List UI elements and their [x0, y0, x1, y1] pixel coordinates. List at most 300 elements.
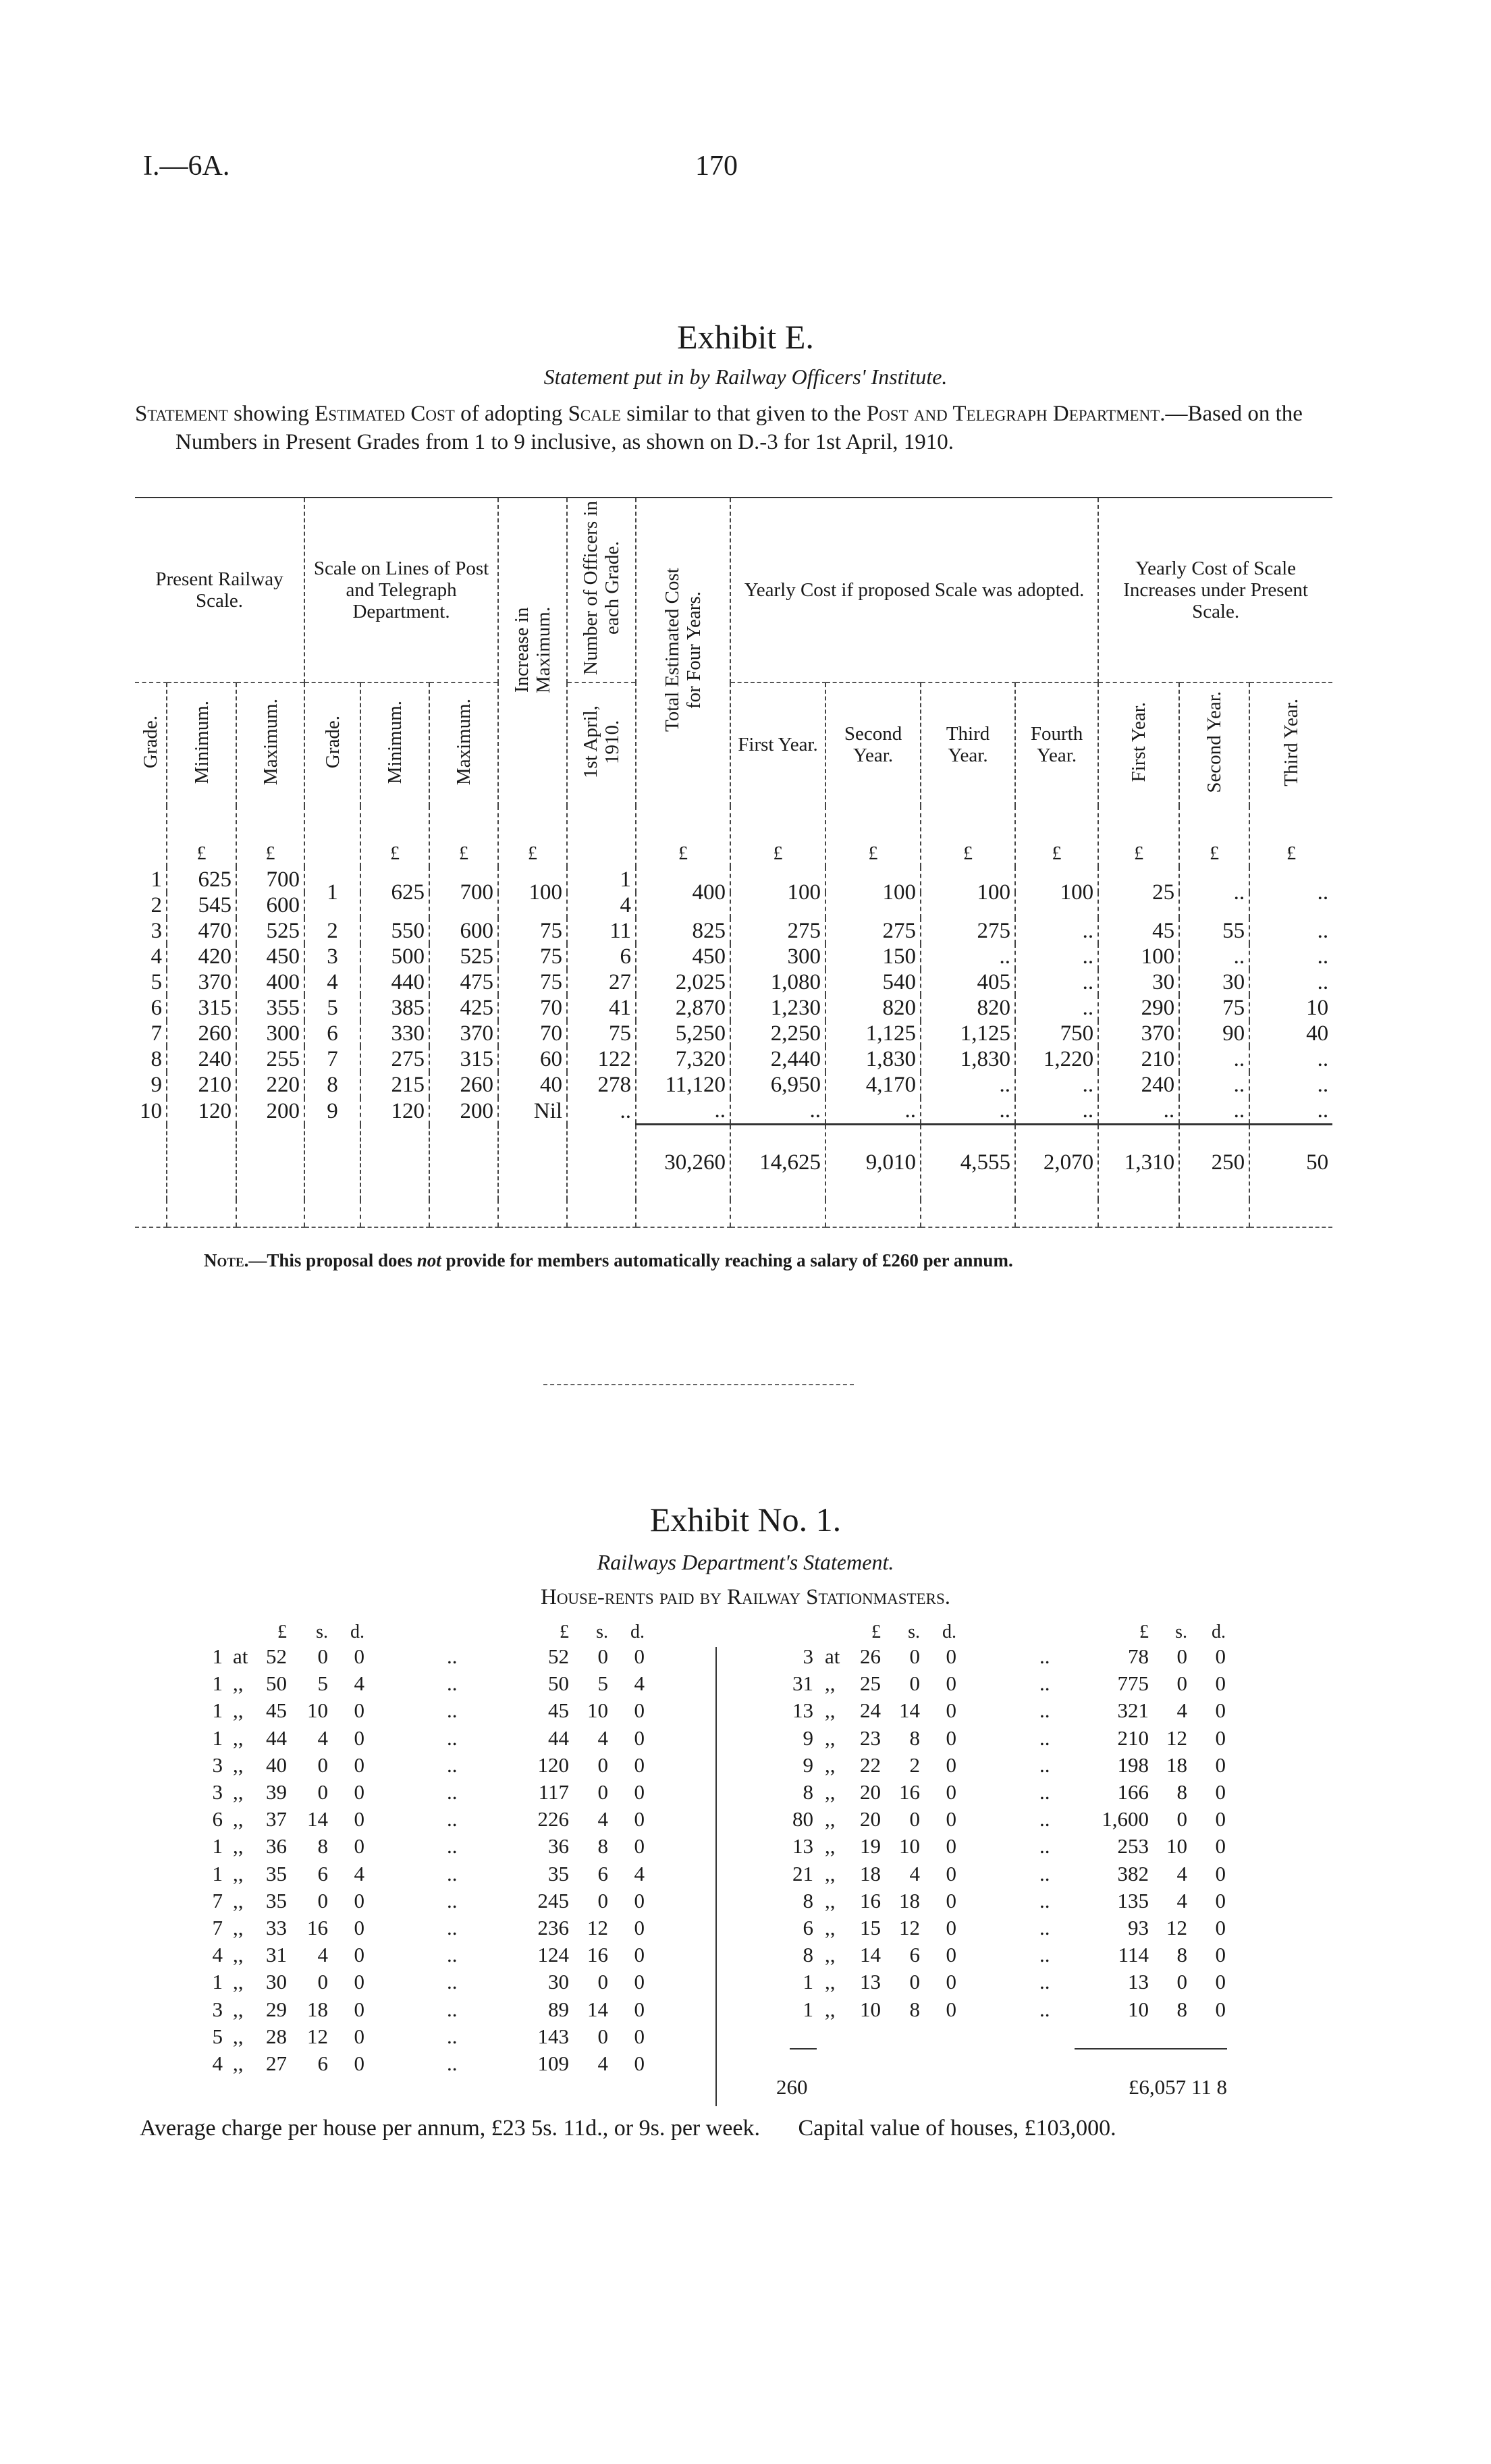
- table-row: [135, 944, 1332, 969]
- estimated-cost-table: [135, 497, 1332, 1228]
- text-segment: Statement: [135, 402, 228, 426]
- cost-p3: ..: [1249, 1098, 1332, 1125]
- rate-pounds: 52: [266, 1644, 287, 1668]
- total-pence: 0: [1215, 1725, 1226, 1750]
- cost-y2: 820: [825, 995, 921, 1021]
- cost-y4: ..: [1015, 1072, 1098, 1098]
- total-pence: 0: [634, 1725, 645, 1750]
- empty-cell: [1179, 1200, 1249, 1227]
- rate-pounds: 15: [860, 1916, 881, 1939]
- pence-header: d.: [942, 1622, 956, 1642]
- pt-minimum: 440: [360, 969, 429, 995]
- empty-cell: [1249, 1200, 1332, 1227]
- total-pence: 0: [1215, 1888, 1226, 1912]
- empty-cell: [567, 1200, 636, 1227]
- officers-count: [567, 1046, 636, 1072]
- cost-y3: ..: [921, 944, 1015, 969]
- house-count: 3: [212, 1780, 223, 1804]
- house-count: 8: [803, 1780, 813, 1804]
- cost-y2: 1,830: [825, 1046, 921, 1072]
- pounds-header: £: [560, 1622, 569, 1642]
- cost-p1: 25: [1098, 867, 1179, 918]
- increase-in-maximum: 70: [498, 995, 567, 1021]
- pounds-header: £: [277, 1622, 287, 1642]
- total-shillings: 4: [1176, 1698, 1187, 1723]
- officers-count: [567, 918, 636, 944]
- text-segment: of adopting: [454, 402, 568, 426]
- total-shillings: 0: [597, 2024, 608, 2048]
- present-minimum: 210: [167, 1072, 236, 1098]
- total-shillings: 0: [597, 1780, 608, 1804]
- cost-y1: ..: [730, 1098, 825, 1125]
- rate-pounds: 24: [860, 1698, 881, 1723]
- present-grade: 6: [151, 996, 162, 1020]
- pounds-header: £: [1139, 1622, 1149, 1642]
- statement-paragraph: [135, 400, 1323, 456]
- rate-separator: ,,: [825, 1698, 836, 1723]
- rate-separator: ,,: [233, 2024, 244, 2048]
- pt-minimum: 275: [360, 1046, 429, 1072]
- rate-pence: 0: [946, 1997, 956, 2021]
- present-grade: 4: [151, 944, 162, 969]
- page-number: 170: [695, 151, 738, 182]
- text-segment: Post and Telegraph Department: [866, 402, 1160, 426]
- cost-y2: 275: [825, 918, 921, 944]
- present-grade: 1: [151, 867, 162, 892]
- present-maximum: 600: [236, 892, 304, 918]
- present-grade: 3: [151, 919, 162, 943]
- leader-dots: ..: [1039, 1916, 1050, 1939]
- currency-symbol: £: [1015, 806, 1098, 867]
- house-count: 7: [212, 1888, 223, 1912]
- increase-in-maximum: 40: [498, 1072, 567, 1098]
- total-shillings: 4: [597, 2052, 608, 2075]
- total-pounds: 117: [538, 1780, 569, 1804]
- house-count: 4: [212, 2052, 223, 2075]
- house-count: 4: [212, 1943, 223, 1967]
- header-pt-minimum: Minimum.: [360, 682, 429, 806]
- pt-maximum: 200: [429, 1098, 498, 1125]
- rate-pence: 0: [946, 1943, 956, 1967]
- rate-pounds: 27: [266, 2052, 287, 2075]
- total-shillings: 0: [1176, 1807, 1187, 1831]
- rate-separator: ,,: [233, 1834, 244, 1858]
- rate-separator: ,,: [825, 1916, 836, 1939]
- rate-pounds: 39: [266, 1780, 287, 1804]
- leader-dots: ..: [447, 2052, 458, 2075]
- rent-total-row: [0, 2074, 1491, 2101]
- rate-separator: ,,: [233, 1916, 244, 1939]
- rate-pounds: 16: [860, 1888, 881, 1912]
- total-shillings: 12: [1166, 1916, 1187, 1939]
- cost-p1: 45: [1098, 918, 1179, 944]
- present-grade: 2: [151, 893, 162, 917]
- empty-cell: [304, 1125, 360, 1200]
- header-present-first-year: First Year.: [1098, 682, 1179, 806]
- cost-p3: ..: [1249, 969, 1332, 995]
- empty-cell: [304, 806, 360, 867]
- total-shillings: 14: [587, 1997, 608, 2021]
- present-maximum: 300: [236, 1021, 304, 1046]
- empty-cell: [135, 1200, 167, 1227]
- officers-value: 27: [609, 970, 632, 994]
- total-y3: 4,555: [921, 1125, 1015, 1200]
- rate-shillings: 18: [307, 1997, 328, 2021]
- cost-total: 450: [636, 944, 730, 969]
- total-shillings: 4: [1176, 1888, 1187, 1912]
- cost-p1: 370: [1098, 1021, 1179, 1046]
- cost-y1: 100: [730, 867, 825, 918]
- header-yearly-present: Yearly Cost of Scale Increases under Present Scale.: [1098, 498, 1332, 682]
- exhibit-1-subtitle: Railways Department's Statement.: [597, 1550, 894, 1574]
- table-bottom: [135, 1200, 1332, 1227]
- rate-pounds: 26: [860, 1644, 881, 1668]
- cost-y1: 275: [730, 918, 825, 944]
- total-pounds: 78: [1128, 1644, 1149, 1668]
- pt-maximum: 600: [429, 918, 498, 944]
- rate-pence: 0: [354, 1644, 364, 1668]
- rate-separator: ,,: [825, 1943, 836, 1967]
- cost-p1: 290: [1098, 995, 1179, 1021]
- table-note: [204, 1250, 1013, 1271]
- count-rule: [790, 2048, 817, 2050]
- house-count: 8: [803, 1943, 813, 1967]
- rate-shillings: 4: [317, 1725, 328, 1750]
- rent-row: [0, 1887, 1491, 1914]
- currency-symbol: £: [921, 806, 1015, 867]
- rent-row: [0, 1806, 1491, 1833]
- header-second-year: Second Year.: [825, 682, 921, 806]
- total-pence: 0: [634, 1834, 645, 1858]
- leader-dots: ..: [1039, 1644, 1050, 1668]
- cost-y1: 1,230: [730, 995, 825, 1021]
- cost-total: 7,320: [636, 1046, 730, 1072]
- rate-separator: ,,: [825, 1752, 836, 1777]
- table-row: [135, 995, 1332, 1021]
- rate-shillings: 0: [909, 1807, 920, 1831]
- total-pounds: 93: [1128, 1916, 1149, 1939]
- rent-row: [0, 1833, 1491, 1860]
- rate-separator: ,,: [233, 1888, 244, 1912]
- currency-symbol: £: [1098, 806, 1179, 867]
- total-pounds: 1,600: [1102, 1807, 1149, 1831]
- house-count: 1: [212, 1725, 223, 1750]
- rate-separator: ,,: [233, 1698, 244, 1723]
- pt-maximum: 260: [429, 1072, 498, 1098]
- empty-cell: [429, 1200, 498, 1227]
- header-yearly-proposed: Yearly Cost if proposed Scale was adopted.: [730, 498, 1098, 682]
- rate-pence: 0: [354, 1780, 364, 1804]
- rate-shillings: 14: [307, 1807, 328, 1831]
- pt-maximum: 315: [429, 1046, 498, 1072]
- header-first-year: First Year.: [730, 682, 825, 806]
- rent-row: [0, 1860, 1491, 1887]
- present-maximum: 700: [236, 867, 304, 892]
- rate-shillings: 10: [899, 1834, 920, 1858]
- pt-grade: 3: [304, 944, 360, 969]
- total-pence: 0: [1215, 1997, 1226, 2021]
- present-maximum: 525: [236, 918, 304, 944]
- exhibit-e-title: Exhibit E.: [677, 318, 814, 356]
- officers-value: 41: [609, 996, 632, 1020]
- cost-p2: 30: [1179, 969, 1249, 995]
- officers-count: [567, 867, 636, 918]
- grand-total: £6,057 11 8: [1128, 2075, 1227, 2099]
- total-pence: 0: [634, 1807, 645, 1831]
- house-count: 3: [212, 1752, 223, 1777]
- total-pounds: 36: [548, 1834, 569, 1858]
- house-count: 31: [792, 1671, 813, 1696]
- header-increase: Increase in Maximum.: [498, 498, 567, 806]
- officers-value: 75: [609, 1021, 632, 1046]
- rate-shillings: 18: [899, 1888, 920, 1912]
- exhibit-1-heading: House-rents paid by Railway Stationmasters.: [540, 1585, 950, 1609]
- total-pounds: 45: [548, 1698, 569, 1723]
- present-maximum: 355: [236, 995, 304, 1021]
- cost-y3: 275: [921, 918, 1015, 944]
- rate-pence: 4: [354, 1671, 364, 1696]
- present-grade: 8: [151, 1047, 162, 1071]
- total-pence: 0: [1215, 1970, 1226, 1994]
- rate-separator: ,,: [233, 1943, 244, 1967]
- empty-cell: [360, 1125, 429, 1200]
- rate-shillings: 0: [317, 1752, 328, 1777]
- pt-minimum: 385: [360, 995, 429, 1021]
- total-shillings: 8: [1176, 1780, 1187, 1804]
- leader-dots: ..: [447, 1970, 458, 1994]
- rate-pounds: 13: [860, 1970, 881, 1994]
- rate-shillings: 8: [909, 1997, 920, 2021]
- currency-symbol: £: [730, 806, 825, 867]
- rate-pence: 0: [946, 1752, 956, 1777]
- cost-y2: ..: [825, 1098, 921, 1125]
- rate-shillings: 0: [909, 1671, 920, 1696]
- empty-cell: [429, 1125, 498, 1200]
- currency-symbol: £: [236, 806, 304, 867]
- house-count: 13: [792, 1698, 813, 1723]
- rate-pounds: 36: [266, 1834, 287, 1858]
- empty-cell: [921, 1200, 1015, 1227]
- officers-count: [567, 1021, 636, 1046]
- rate-shillings: 0: [909, 1970, 920, 1994]
- shillings-header: s.: [908, 1622, 920, 1642]
- cost-total: 2,025: [636, 969, 730, 995]
- house-count: 3: [212, 1997, 223, 2021]
- total-p3: 50: [1249, 1125, 1332, 1200]
- rate-pounds: 14: [860, 1943, 881, 1967]
- cost-p1: ..: [1098, 1098, 1179, 1125]
- cost-y4: ..: [1015, 1098, 1098, 1125]
- rate-separator: ,,: [233, 1780, 244, 1804]
- present-grade: 5: [151, 970, 162, 994]
- total-shillings: 8: [597, 1834, 608, 1858]
- pt-maximum: 425: [429, 995, 498, 1021]
- rate-pounds: 30: [266, 1970, 287, 1994]
- rate-separator: ,,: [233, 2052, 244, 2075]
- cost-y1: 1,080: [730, 969, 825, 995]
- house-count: 1: [212, 1861, 223, 1885]
- leader-dots: ..: [1039, 1834, 1050, 1858]
- increase-in-maximum: 100: [498, 867, 567, 918]
- rate-shillings: 6: [317, 1861, 328, 1885]
- total-pounds: 124: [537, 1943, 569, 1967]
- leader-dots: ..: [447, 1834, 458, 1858]
- rate-separator: ,,: [825, 1780, 836, 1804]
- cost-y3: 1,125: [921, 1021, 1015, 1046]
- house-count: 1: [803, 1970, 813, 1994]
- total-pounds: 210: [1117, 1725, 1149, 1750]
- rate-pounds: 10: [860, 1997, 881, 2021]
- text-segment: .—Based on the Numbers in Present Grades from 1 to 9 inclusive, as shown on D.-3 for 1st April, 1910.: [175, 402, 1303, 454]
- total-pence: 0: [634, 1970, 645, 1994]
- rate-separator: ,,: [233, 1807, 244, 1831]
- total-pounds: 135: [1117, 1888, 1149, 1912]
- total-pence: 0: [1215, 1861, 1226, 1885]
- officers-value: 1: [620, 867, 632, 892]
- rate-pence: 0: [354, 2052, 364, 2075]
- currency-symbol: £: [825, 806, 921, 867]
- pt-grade: 5: [304, 995, 360, 1021]
- house-count: 1: [212, 1698, 223, 1723]
- rate-pounds: 29: [266, 1997, 287, 2021]
- rate-shillings: 0: [317, 1780, 328, 1804]
- house-count: 80: [792, 1807, 813, 1831]
- rate-shillings: 2: [909, 1752, 920, 1777]
- rate-separator: ,,: [233, 1861, 244, 1885]
- house-count: 9: [803, 1752, 813, 1777]
- cost-p3: ..: [1249, 867, 1332, 918]
- rate-separator: at: [233, 1644, 248, 1668]
- total-pence: 0: [634, 2024, 645, 2048]
- increase-in-maximum: 75: [498, 944, 567, 969]
- house-count: 1: [803, 1997, 813, 2021]
- increase-in-maximum: 70: [498, 1021, 567, 1046]
- total-pence: 0: [634, 1997, 645, 2021]
- header-pt-maximum: Maximum.: [429, 682, 498, 806]
- rate-pence: 0: [946, 1970, 956, 1994]
- total-pounds: 143: [537, 2024, 569, 2048]
- leader-dots: ..: [447, 1671, 458, 1696]
- officers-count: [567, 1072, 636, 1098]
- total-pence: 0: [634, 2052, 645, 2075]
- cost-p1: 210: [1098, 1046, 1179, 1072]
- total-pounds: 775: [1117, 1671, 1149, 1696]
- leader-dots: ..: [447, 1861, 458, 1885]
- text-segment: Note: [204, 1250, 244, 1270]
- pt-maximum: 525: [429, 944, 498, 969]
- rate-pence: 0: [354, 1834, 364, 1858]
- rate-separator: ,,: [825, 1725, 836, 1750]
- total-shillings: 6: [597, 1861, 608, 1885]
- pt-minimum: 330: [360, 1021, 429, 1046]
- pt-grade: 2: [304, 918, 360, 944]
- cost-y2: 100: [825, 867, 921, 918]
- cost-total: 11,120: [636, 1072, 730, 1098]
- house-count: 3: [803, 1644, 813, 1668]
- total-pence: 0: [1215, 1752, 1226, 1777]
- header-total-cost: Total Estimated Cost for Four Years.: [636, 498, 730, 806]
- house-count: 6: [212, 1807, 223, 1831]
- rate-pounds: 40: [266, 1752, 287, 1777]
- cost-y3: 405: [921, 969, 1015, 995]
- total-pence: 0: [1215, 1671, 1226, 1696]
- house-count: 1: [212, 1834, 223, 1858]
- present-minimum: 120: [167, 1098, 236, 1125]
- house-count: 7: [212, 1916, 223, 1939]
- rate-pounds: 33: [266, 1916, 287, 1939]
- increase-in-maximum: 75: [498, 918, 567, 944]
- text-segment: provide for members automatically reaching a salary of £260 per annum.: [441, 1250, 1013, 1270]
- cost-y1: 300: [730, 944, 825, 969]
- empty-cell: [236, 1200, 304, 1227]
- total-pence: 0: [1215, 1916, 1226, 1939]
- rate-shillings: 5: [317, 1671, 328, 1696]
- empty-cell: [304, 1200, 360, 1227]
- rate-pence: 0: [354, 1970, 364, 1994]
- officers-value: 11: [609, 919, 632, 943]
- total-pence: 0: [1215, 1834, 1226, 1858]
- cost-p2: ..: [1179, 1098, 1249, 1125]
- leader-dots: ..: [1039, 1698, 1050, 1723]
- house-count: 6: [803, 1916, 813, 1939]
- rate-pence: 0: [354, 1997, 364, 2021]
- officers-value: 278: [597, 1073, 632, 1097]
- pt-maximum: 370: [429, 1021, 498, 1046]
- currency-symbol: £: [636, 806, 730, 867]
- pt-minimum: 500: [360, 944, 429, 969]
- rate-separator: ,,: [825, 1970, 836, 1994]
- total-shillings: 12: [587, 1916, 608, 1939]
- cost-p3: 10: [1249, 995, 1332, 1021]
- empty-cell: [1015, 1200, 1098, 1227]
- rate-shillings: 0: [317, 1644, 328, 1668]
- total-pence: 0: [634, 1752, 645, 1777]
- cost-y3: 820: [921, 995, 1015, 1021]
- cost-y1: 2,250: [730, 1021, 825, 1046]
- cost-y2: 540: [825, 969, 921, 995]
- leader-dots: ..: [447, 1780, 458, 1804]
- increase-in-maximum: 60: [498, 1046, 567, 1072]
- rate-pounds: 22: [860, 1752, 881, 1777]
- leader-dots: ..: [447, 1725, 458, 1750]
- leader-dots: ..: [1039, 1888, 1050, 1912]
- total-shillings: 4: [597, 1807, 608, 1831]
- total-pence: 4: [634, 1861, 645, 1885]
- total-shillings: 0: [1176, 1970, 1187, 1994]
- rate-pence: 0: [354, 1698, 364, 1723]
- increase-in-maximum: Nil: [498, 1098, 567, 1125]
- rate-separator: ,,: [825, 1861, 836, 1885]
- cost-y4: 100: [1015, 867, 1098, 918]
- officers-count: [567, 995, 636, 1021]
- footer-summary: [140, 2116, 1328, 2141]
- officers-value: 4: [620, 893, 632, 917]
- rent-row: [0, 1643, 1491, 1670]
- present-minimum: 240: [167, 1046, 236, 1072]
- rent-row: [0, 1996, 1491, 2023]
- rate-pence: 0: [946, 1671, 956, 1696]
- rate-pence: 0: [946, 1780, 956, 1804]
- empty-cell: [825, 1200, 921, 1227]
- empty-cell: [567, 1125, 636, 1200]
- rate-shillings: 0: [909, 1644, 920, 1668]
- house-count: 1: [212, 1671, 223, 1696]
- text-segment: showing: [227, 402, 315, 426]
- pounds-header: £: [871, 1622, 881, 1642]
- house-count: 5: [212, 2024, 223, 2048]
- total-houses: 260: [776, 2075, 808, 2099]
- rate-pence: 4: [354, 1861, 364, 1885]
